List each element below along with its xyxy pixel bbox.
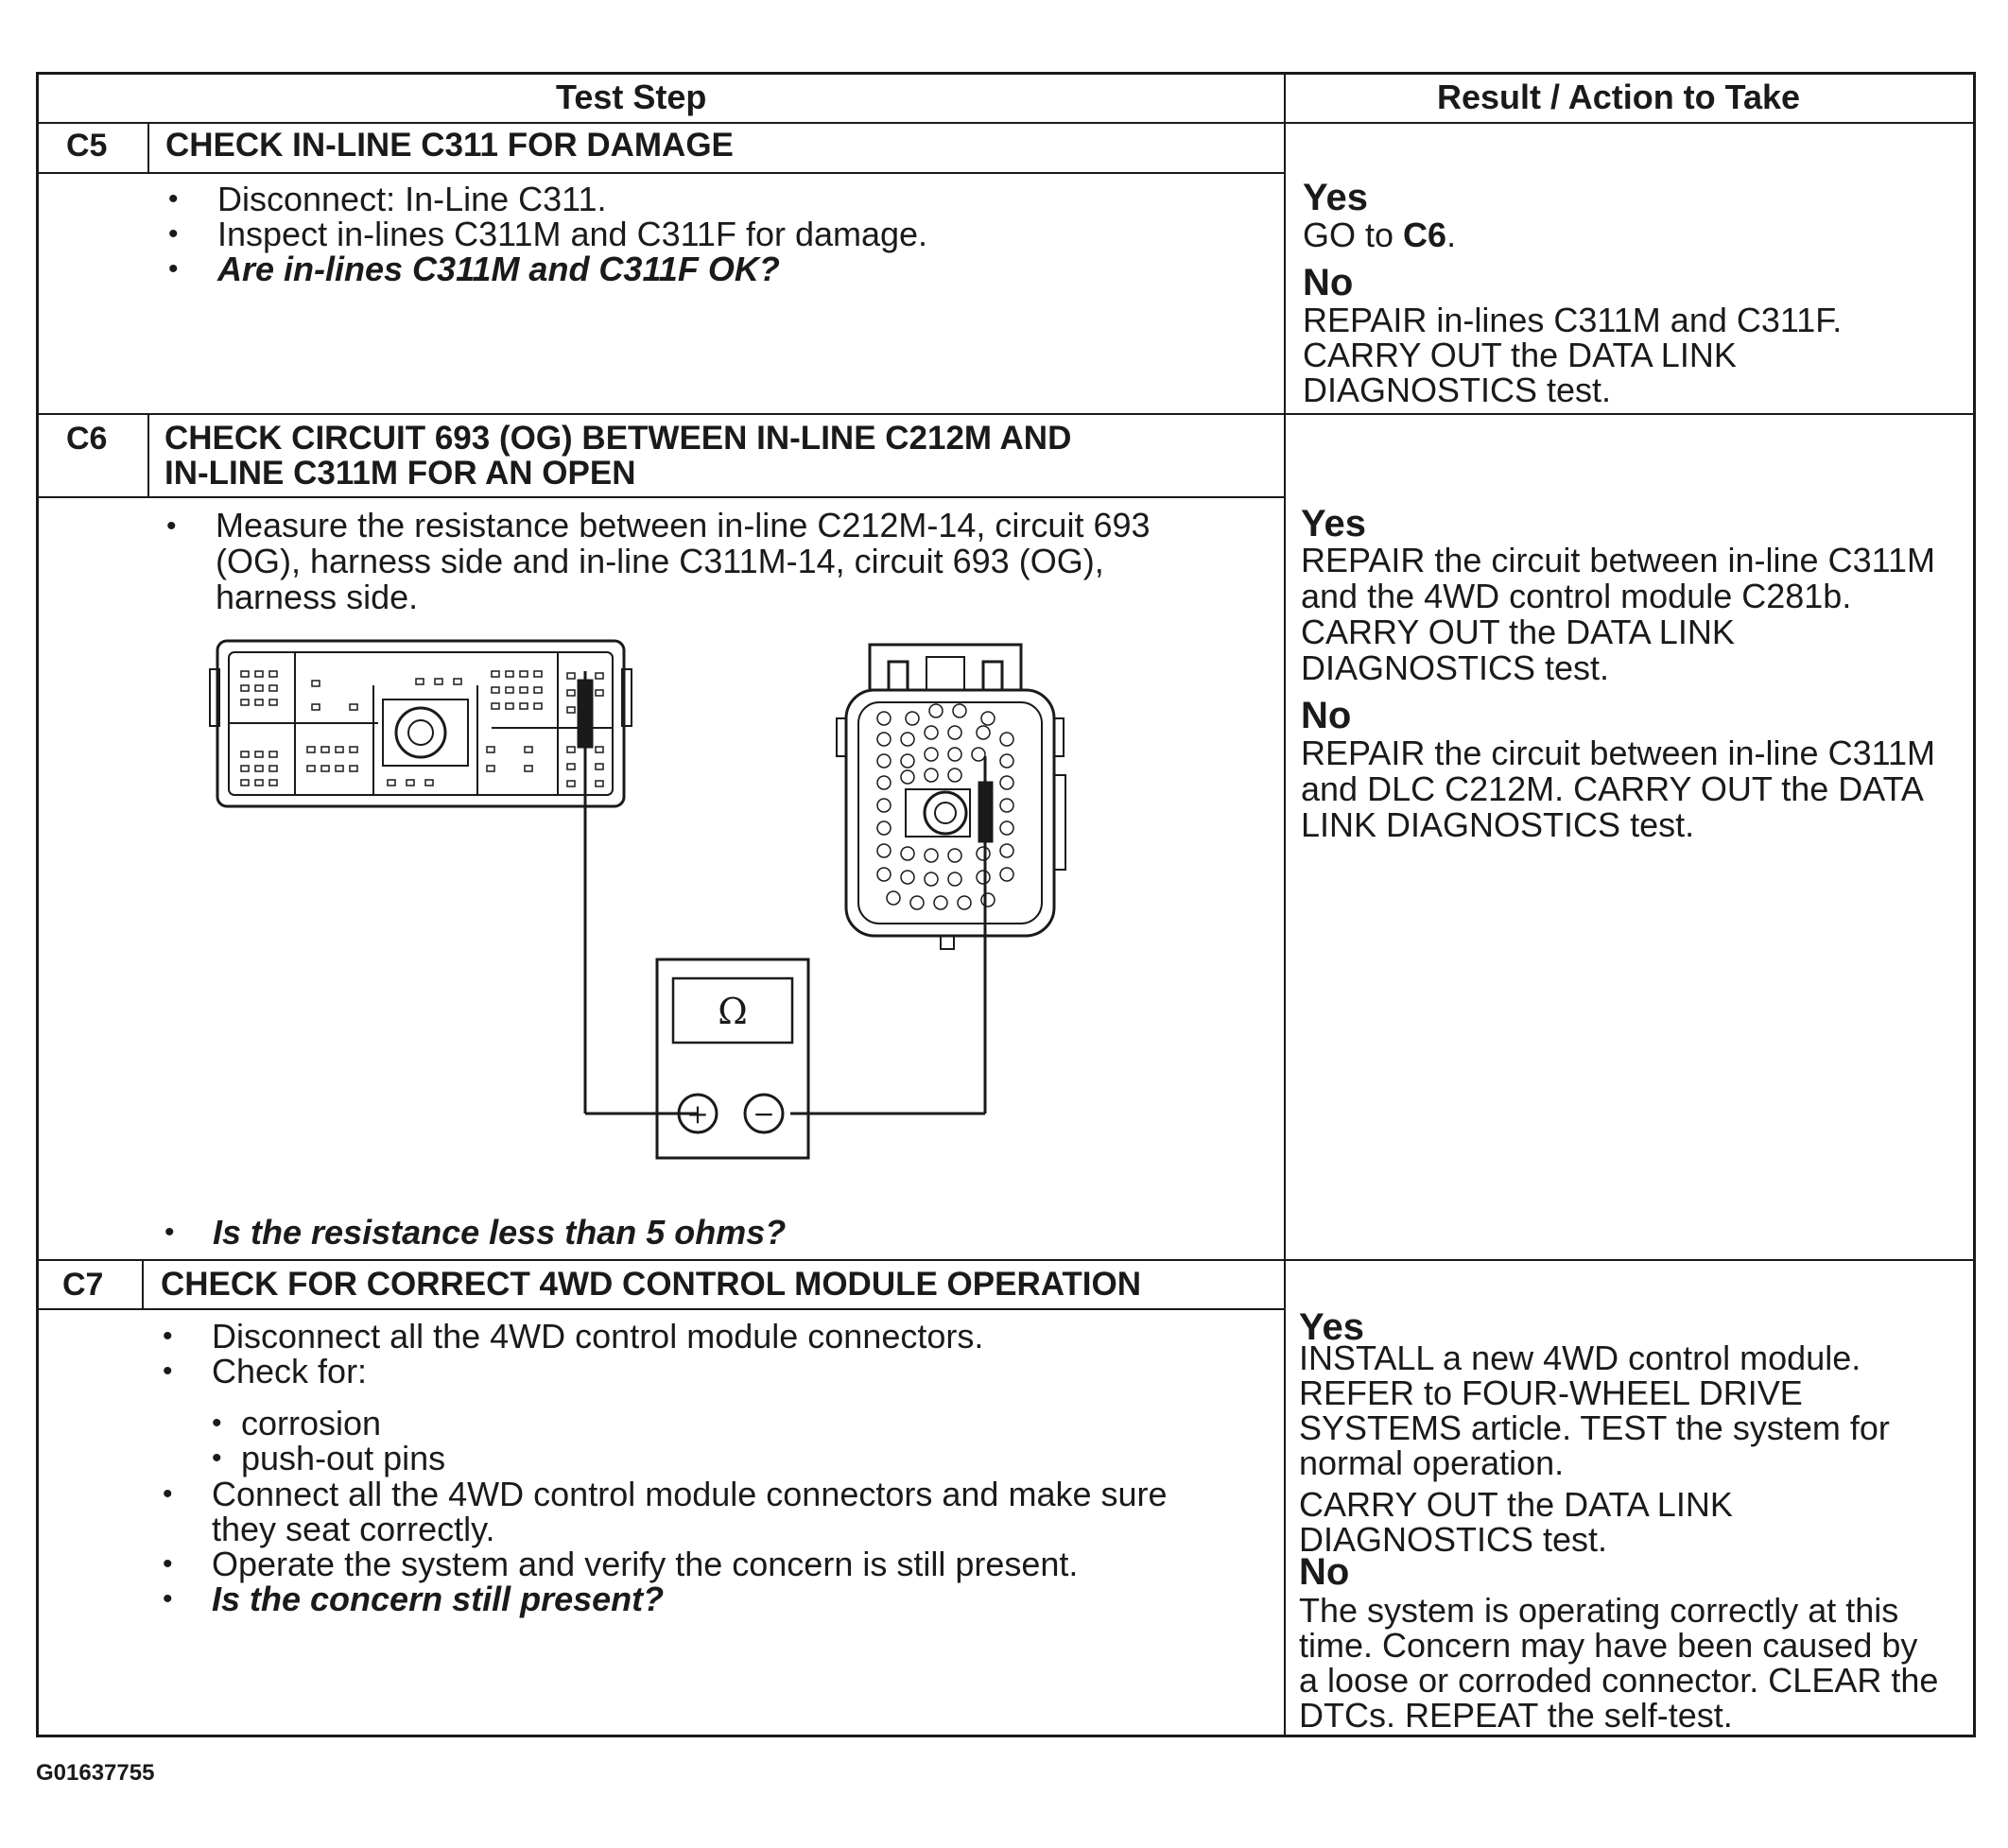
minus-terminal-label: −: [753, 1098, 775, 1130]
no-action-line: REPAIR the circuit between in-line C311M: [1301, 734, 1935, 772]
yes-action-line: normal operation.: [1299, 1443, 1565, 1482]
yes-action-line: DIAGNOSTICS test.: [1301, 648, 1610, 687]
step-instruction: Disconnect all the 4WD control module connectors.: [212, 1317, 984, 1356]
no-action-line: CARRY OUT the DATA LINK: [1303, 336, 1737, 374]
bullet-icon: •: [163, 1321, 173, 1352]
yes-action-line: REFER to FOUR-WHEEL DRIVE: [1299, 1373, 1803, 1412]
step-instruction-line: Connect all the 4WD control module connectors and make sure: [212, 1475, 1168, 1513]
no-action-line: The system is operating correctly at this: [1299, 1591, 1899, 1630]
no-label: No: [1299, 1551, 1350, 1593]
yes-label: Yes: [1299, 1306, 1364, 1348]
measure-instruction-line: harness side.: [216, 578, 419, 616]
measure-instruction-line: (OG), harness side and in-line C311M-14, circuit 693 (OG),: [216, 542, 1104, 580]
step-instruction: Operate the system and verify the concern is still present.: [212, 1545, 1079, 1583]
yes-action: GO to C6.: [1303, 216, 1457, 254]
sub-bullet-icon: •: [212, 1408, 222, 1439]
bullet-icon: •: [164, 1217, 175, 1248]
step-instruction-line: they seat correctly.: [212, 1510, 495, 1548]
step-title-line: CHECK CIRCUIT 693 (OG) BETWEEN IN-LINE C212M AND: [164, 420, 1072, 457]
bullet-icon: •: [163, 1478, 173, 1510]
bullet-icon: •: [163, 1583, 173, 1615]
step-id: C6: [66, 421, 108, 457]
no-action-line: and DLC C212M. CARRY OUT the DATA: [1301, 769, 1924, 808]
column-header-result: Result / Action to Take: [1437, 78, 1801, 116]
no-label: No: [1303, 262, 1354, 303]
plus-terminal-label: +: [686, 1098, 709, 1130]
connector-c311m: [837, 645, 1065, 949]
ohmmeter: [657, 959, 808, 1158]
bullet-icon: •: [163, 1548, 173, 1580]
connector-c212m: [210, 641, 632, 806]
no-action-line: DTCs. REPEAT the self-test.: [1299, 1696, 1733, 1735]
ohm-symbol: Ω: [718, 991, 748, 1032]
figure-code: G01637755: [36, 1760, 155, 1786]
column-header-test-step: Test Step: [556, 78, 707, 116]
check-item: corrosion: [241, 1404, 382, 1442]
no-action-line: a loose or corroded connector. CLEAR the: [1299, 1661, 1939, 1700]
no-action-line: REPAIR in-lines C311M and C311F.: [1303, 301, 1843, 339]
yes-label: Yes: [1301, 503, 1366, 544]
no-action-line: DIAGNOSTICS test.: [1303, 371, 1612, 409]
yes-action-line: SYSTEMS article. TEST the system for: [1299, 1408, 1890, 1447]
no-action-line: time. Concern may have been caused by: [1299, 1626, 1918, 1665]
step-instruction: Inspect in-lines C311M and C311F for damage.: [217, 215, 928, 253]
yes-action-line: INSTALL a new 4WD control module.: [1299, 1339, 1861, 1377]
sub-bullet-icon: •: [212, 1442, 222, 1474]
step-title: CHECK FOR CORRECT 4WD CONTROL MODULE OPERATION: [161, 1266, 1142, 1303]
yes-label: Yes: [1303, 177, 1368, 218]
bullet-icon: •: [168, 253, 179, 285]
bullet-icon: •: [166, 510, 177, 542]
step-question: Is the resistance less than 5 ohms?: [213, 1213, 787, 1252]
no-label: No: [1301, 695, 1352, 736]
probe-positive: [579, 671, 592, 1114]
yes-action-line: CARRY OUT the DATA LINK: [1299, 1485, 1733, 1524]
no-action-line: LINK DIAGNOSTICS test.: [1301, 805, 1695, 844]
yes-action-line: DIAGNOSTICS test.: [1299, 1520, 1608, 1559]
step-question: Is the concern still present?: [212, 1580, 665, 1618]
step-title: CHECK IN-LINE C311 FOR DAMAGE: [165, 127, 734, 164]
step-id: C7: [62, 1267, 104, 1303]
yes-action-line: REPAIR the circuit between in-line C311M: [1301, 541, 1935, 579]
yes-action-line: CARRY OUT the DATA LINK: [1301, 613, 1735, 651]
step-instruction: Check for:: [212, 1352, 368, 1390]
yes-action-line: and the 4WD control module C281b.: [1301, 577, 1852, 615]
bullet-icon: •: [168, 218, 179, 250]
bullet-icon: •: [168, 183, 179, 215]
bullet-icon: •: [163, 1356, 173, 1387]
step-instruction: Disconnect: In-Line C311.: [217, 180, 607, 218]
step-id: C5: [66, 128, 108, 164]
measure-instruction-line: Measure the resistance between in-line C212M-14, circuit 693: [216, 506, 1151, 544]
step-question: Are in-lines C311M and C311F OK?: [217, 250, 780, 288]
check-item: push-out pins: [241, 1439, 446, 1477]
step-title-line: IN-LINE C311M FOR AN OPEN: [164, 455, 636, 492]
